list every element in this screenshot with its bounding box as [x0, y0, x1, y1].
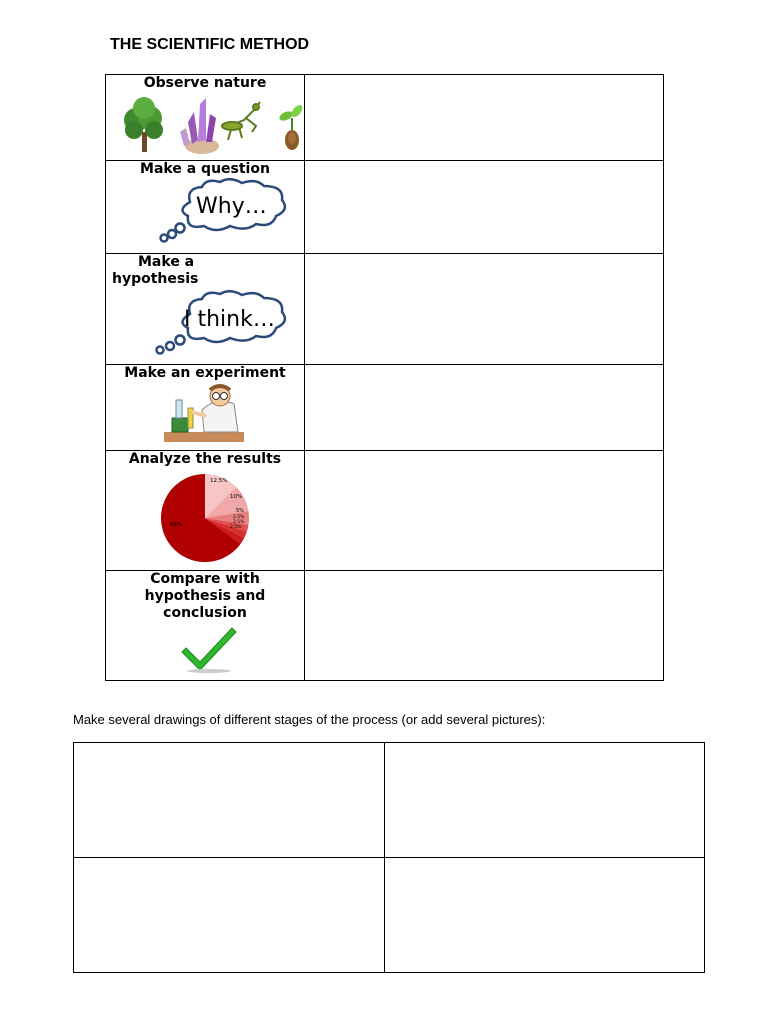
answer-cell-analyze[interactable] [305, 451, 664, 571]
step-label-compare-2: hypothesis and [144, 588, 266, 604]
drawing-instructions: Make several drawings of different stages of the process (or add several pictures): [73, 712, 546, 727]
checkmark-icon [106, 622, 304, 674]
step-label-hypothesis-1: Make a [138, 254, 195, 270]
drawing-box-1[interactable] [74, 743, 385, 858]
pie-label-4: 2.5% [233, 515, 245, 520]
scientist-icon [106, 382, 304, 446]
seed-sprout-icon [278, 103, 304, 150]
bubble-text-think: I think… [184, 307, 275, 332]
step-row-hypothesis [106, 254, 664, 365]
answer-cell-hypothesis[interactable] [305, 254, 664, 365]
drawing-box-3[interactable] [74, 858, 385, 973]
steps-table [105, 74, 664, 681]
step-row-compare [106, 571, 664, 681]
bubble-text-why: Why… [196, 194, 267, 219]
step-label-analyze: Analyze the results [128, 451, 282, 467]
step-label-question: Make a question [140, 161, 270, 177]
answer-cell-experiment[interactable] [305, 365, 664, 451]
pie-label-1: 12.5% [210, 478, 228, 484]
step-label-experiment: Make an experiment [124, 365, 286, 381]
thought-bubble-why [106, 178, 304, 250]
pie-chart-icon [106, 468, 304, 568]
mantis-icon [222, 102, 260, 140]
pie-label-5: 2.5% [233, 520, 245, 525]
pie-label-3: 5% [236, 508, 244, 514]
step-row-analyze [106, 451, 664, 571]
answer-cell-compare[interactable] [305, 571, 664, 681]
drawing-box-4[interactable] [385, 858, 705, 973]
drawing-box-2[interactable] [385, 743, 705, 858]
crystal-icon [180, 98, 219, 154]
observe-pictures [106, 92, 304, 158]
step-label-compare-3: conclusion [163, 605, 247, 621]
answer-cell-observe[interactable] [305, 75, 664, 161]
step-row-observe [106, 75, 664, 161]
thought-bubble-think [106, 288, 304, 360]
pie-label-7: 65% [170, 522, 183, 528]
step-label-hypothesis-2: hypothesis [112, 271, 199, 287]
pie-label-2: 10% [230, 494, 243, 500]
pie-label-6: 2.5% [230, 525, 242, 530]
step-label-observe: Observe nature [143, 75, 267, 91]
answer-cell-question[interactable] [305, 161, 664, 254]
tree-icon [124, 97, 163, 152]
drawing-grid [73, 742, 705, 973]
step-row-experiment [106, 365, 664, 451]
step-label-compare-1: Compare with [150, 571, 260, 587]
step-row-question [106, 161, 664, 254]
page-title: THE SCIENTIFIC METHOD [110, 36, 310, 53]
